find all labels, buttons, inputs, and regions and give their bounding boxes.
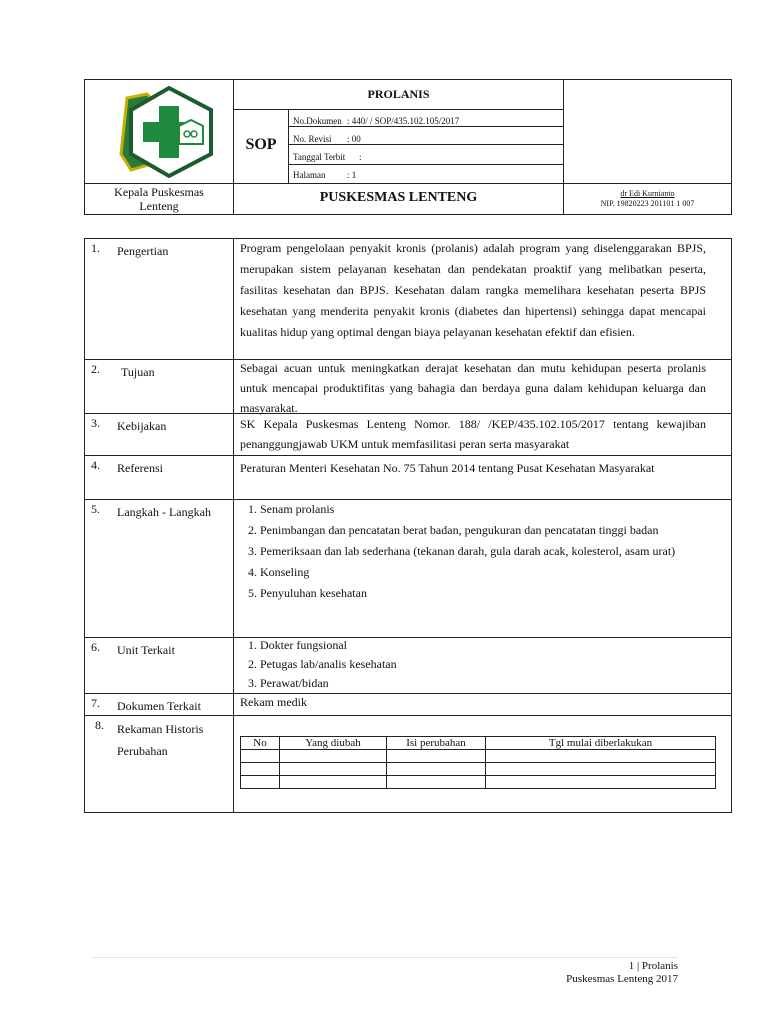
puskesmas-name: PUSKESMAS LENTENG: [319, 190, 478, 205]
meta-tanggal-terbit: Tanggal Terbit :: [293, 152, 362, 162]
kepala-label: Kepala Puskesmas Lenteng: [114, 185, 204, 213]
footer-page: 1 | Prolanis: [628, 960, 678, 972]
program-title: PROLANIS: [367, 87, 430, 101]
history-table: [240, 736, 716, 789]
sop-label: SOP: [245, 136, 277, 153]
table-row: [241, 763, 716, 776]
row-rekaman-historis: 8. Rekaman Historis Perubahan No Yang diubah Isi perubahan Tgl mulai diberlakukan: [85, 716, 731, 812]
list-item: 2. Penimbangan dan pencatatan berat badan, pengukuran dan pencatatan tinggi badan: [260, 520, 706, 540]
row-kebijakan: 3. Kebijakan SK Kepala Puskesmas Lenteng Nomor. 188/ /KEP/435.102.105/2017 tentang kewajiban penanggungjawab UKM untuk memfasilitasi peran serta masyarakat: [85, 414, 731, 456]
row-dokumen-terkait: 7. Dokumen Terkait Rekam medik: [85, 694, 731, 716]
list-item: 3. Perawat/bidan: [260, 674, 706, 692]
table-header-row: No Yang diubah Isi perubahan Tgl mulai diberlakukan: [241, 737, 716, 750]
row-referensi: 4. Referensi Peraturan Menteri Kesehatan No. 75 Tahun 2014 tentang Pusat Kesehatan Masyarakat: [85, 456, 731, 500]
row-pengertian: 1. Pengertian Program pengelolaan penyakit kronis (prolanis) adalah program yang diselenggarakan BPJS, merupakan sistem pelayanan kesehatan dan pendekatan proaktif yang melibatkan peserta, fasilitas kesehatan dan BPJS. Kesehatan dalam rangka memelihara kesehatan peserta BPJS kesehatan yang menderita penyakit kronis (diabetes dan hipertensi) sehingga dapat mencapai kualitas hidup yang optimal dengan biaya pelayanan kesehatan efektif dan efisien.: [85, 239, 731, 360]
table-row: [241, 776, 716, 789]
footer-org: Puskesmas Lenteng 2017: [566, 973, 678, 985]
list-item: 5. Penyuluhan kesehatan: [260, 583, 706, 603]
unit-list: [240, 636, 706, 692]
list-item: 1. Dokter fungsional: [260, 636, 706, 654]
row-unit-terkait: 6. Unit Terkait 1. Dokter fungsional 2. Petugas lab/analis kesehatan 3. Perawat/bidan: [85, 638, 731, 694]
row-tujuan: 2. Tujuan Sebagai acuan untuk meningkatkan derajat kesehatan dan mutu kehidupan peserta prolanis untuk mencapai produktifitas yang bahagia dan berdaya guna dalam kehidupan keluarga dan masyarakat.: [85, 360, 731, 414]
langkah-list: [240, 499, 706, 603]
footer-divider: [92, 957, 678, 958]
list-item: 2. Petugas lab/analis kesehatan: [260, 655, 706, 673]
list-item: 1. Senam prolanis: [260, 499, 706, 519]
meta-halaman: Halaman : 1: [293, 170, 357, 180]
list-item: 4. Konseling: [260, 562, 706, 582]
meta-no-revisi: No. Revisi : 00: [293, 134, 361, 144]
signer-block: dr Edi Kurnianto NIP. 19820223 201101 1 007: [600, 189, 695, 208]
puskesmas-logo: [107, 84, 219, 180]
meta-no-dokumen: No.Dokumen : 440/ / SOP/435.102.105/2017: [293, 116, 460, 126]
sop-body-table: [84, 238, 732, 813]
list-item: 3. Pemeriksaan dan lab sederhana (tekanan darah, gula darah acak, kolesterol, asam urat): [260, 541, 706, 561]
sop-header: [84, 79, 732, 215]
row-langkah: 5. Langkah - Langkah 1. Senam prolanis 2. Penimbangan dan pencatatan berat badan, pengukuran dan pencatatan tinggi badan 3. Pemeriksaan dan lab sederhana (tekanan darah, gula darah acak, kolesterol, asam urat) 4. Konseling 5. Penyuluhan kesehatan: [85, 500, 731, 638]
table-row: [241, 750, 716, 763]
